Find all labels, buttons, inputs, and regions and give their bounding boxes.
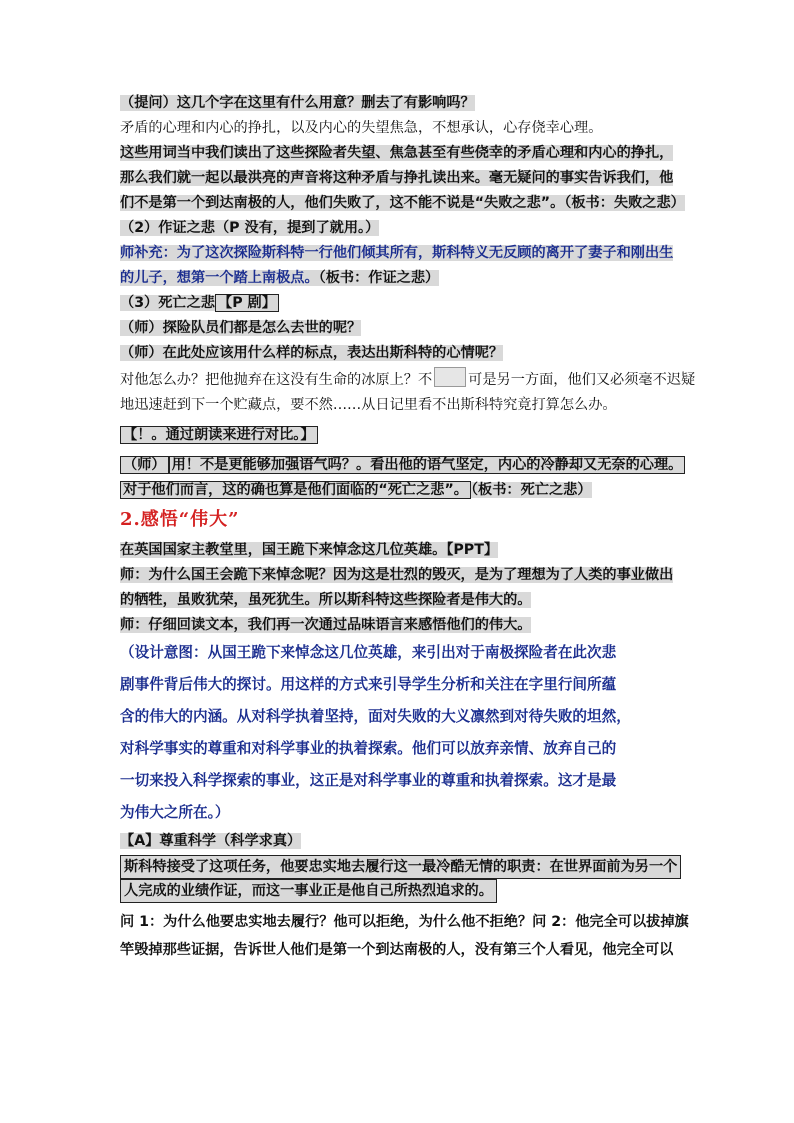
- answer-line: 矛盾的心理和内心的挣扎，以及内心的失望焦急，不想承认，心存侥幸心理。: [120, 120, 603, 136]
- teacher-supplement-line: [120, 242, 680, 264]
- paragraph-line: [120, 167, 680, 189]
- highlighted-text: 们不是第一个到达南极的人，他们失败了，这不能不说是“失败之悲”。（板书：失败之悲）: [120, 195, 685, 211]
- teacher-line: [120, 479, 680, 501]
- question-line: [120, 342, 680, 364]
- paragraph-line: [120, 564, 680, 586]
- highlighted-text: 在英国国家主教堂里，国王跪下来悼念这几位英雄。【PPT】: [120, 542, 499, 558]
- question-line: 问 1：为什么他要忠实地去履行？他可以拒绝，为什么他不拒绝？问 2：他完全可以拔掉旗: [120, 914, 689, 930]
- highlighted-text: 这些用词当中我们读出了这些探险者失望、焦急甚至有些侥幸的矛盾心理和内心的挣扎，: [120, 145, 674, 161]
- teacher-line: [120, 454, 683, 476]
- boxed-label: 【P 剧】: [215, 294, 279, 312]
- highlighted-text: 的牺牲，虽败犹荣，虽死犹生。所以斯科特这些探险者是伟大的。: [120, 592, 532, 608]
- boxed-note: 对于他们而言，这的确也算是他们面临的“死亡之悲”。: [120, 481, 471, 499]
- boxed-quote-line: [120, 879, 680, 903]
- paragraph-line: [120, 539, 680, 561]
- highlighted-text: 师：仔细回读文本，我们再一次通过品味语言来感悟他们的伟大。: [120, 617, 532, 633]
- design-intent-line: 剧事件背后伟大的探讨。用这样的方式来引导学生分析和关注在字里行间所蕴: [120, 676, 617, 693]
- section-subtitle: [120, 830, 680, 852]
- teacher-supplement-line: [120, 267, 680, 289]
- document-content: [120, 92, 696, 964]
- design-intent-line: 一切来投入科学探索的事业，这正是对科学事业的尊重和执着探索。这才是最: [120, 772, 617, 789]
- teacher-question: （师）在此处应该用什么样的标点，表达出斯科特的心情呢？: [120, 345, 504, 361]
- section-subtitle: [120, 292, 680, 314]
- paragraph-line: [120, 614, 680, 636]
- section-subtitle: [120, 217, 680, 239]
- question-line: [120, 92, 680, 114]
- board-note: （板书：作证之悲）: [318, 270, 440, 286]
- boxed-quote: 斯科特接受了这项任务，他要忠实地去履行这一最冷酷无情的职责：在世界面前为另一个: [120, 855, 681, 879]
- boxed-label: （师）: [120, 456, 169, 474]
- quote-text: 可是另一方面，他们又必须毫不迟疑: [468, 372, 696, 388]
- boxed-note: 用！不是更能够加强语气吗？。看出他的语气坚定，内心的冷静却又无奈的心理。: [169, 456, 686, 474]
- section-heading: 2.感悟“伟大”: [120, 509, 240, 530]
- boxed-quote-line: [120, 855, 680, 879]
- paragraph-line: [120, 192, 685, 214]
- highlighted-text: 师：为什么国王会跪下来悼念呢？因为这是壮烈的毁灭，是为了理想为了人类的事业做出: [120, 567, 674, 583]
- highlighted-text: 【A】尊重科学（科学求真）: [120, 833, 302, 849]
- paragraph-line: [120, 589, 680, 611]
- board-note: （板书：死亡之悲）: [470, 482, 592, 498]
- design-intent-line: （设计意图：从国王跪下来悼念这几位英雄，来引出对于南极探险者在此次悲: [120, 644, 617, 661]
- fill-blank: [434, 367, 466, 387]
- highlighted-text: 师补充：为了这次探险斯科特一行他们倾其所有，斯科特义无反顾的离开了妻子和刚出生: [120, 245, 674, 261]
- design-intent-line: 含的伟大的内涵。从对科学执着坚持，面对失败的大义凛然到对待失败的坦然，: [120, 708, 631, 725]
- highlighted-text: （3）死亡之悲: [120, 295, 215, 311]
- quote-text: 对他怎么办？把他抛弃在这没有生命的冰原上？不: [120, 372, 433, 388]
- highlighted-text: （2）作证之悲（P 没有，提到了就用。）: [120, 220, 380, 236]
- teacher-question: （师）探险队员们都是怎么去世的呢？: [120, 320, 362, 336]
- quote-line: 地迅速赶到下一个贮藏点，要不然……从日记里看不出斯科特究竟打算怎么办。: [120, 397, 617, 413]
- question-line: 竿毁掉那些证据，告诉世人他们是第一个到达南极的人，没有第三个人看见，他完全可以: [120, 942, 674, 958]
- boxed-quote: 人完成的业绩作证，而这一事业正是他自己所热烈追求的。: [120, 879, 497, 903]
- question-line: [120, 317, 680, 339]
- highlighted-text: 那么我们就一起以最洪亮的声音将这种矛盾与挣扎读出来。毫无疑问的事实告诉我们，他: [120, 170, 674, 186]
- design-intent-line: 对科学事实的尊重和对科学事业的执着探索。他们可以放弃亲情、放弃自己的: [120, 740, 617, 757]
- boxed-note: 【！。通过朗读来进行对比。】: [120, 426, 318, 444]
- boxed-note-line: [120, 424, 680, 446]
- paragraph-line: [120, 142, 680, 164]
- teacher-question: （提问）这几个字在这里有什么用意？删去了有影响吗？: [120, 95, 475, 111]
- design-intent-line: 为伟大之所在。）: [120, 804, 230, 821]
- highlighted-text: 的儿子，想第一个踏上南极点。: [120, 270, 319, 286]
- quote-line: [120, 367, 696, 391]
